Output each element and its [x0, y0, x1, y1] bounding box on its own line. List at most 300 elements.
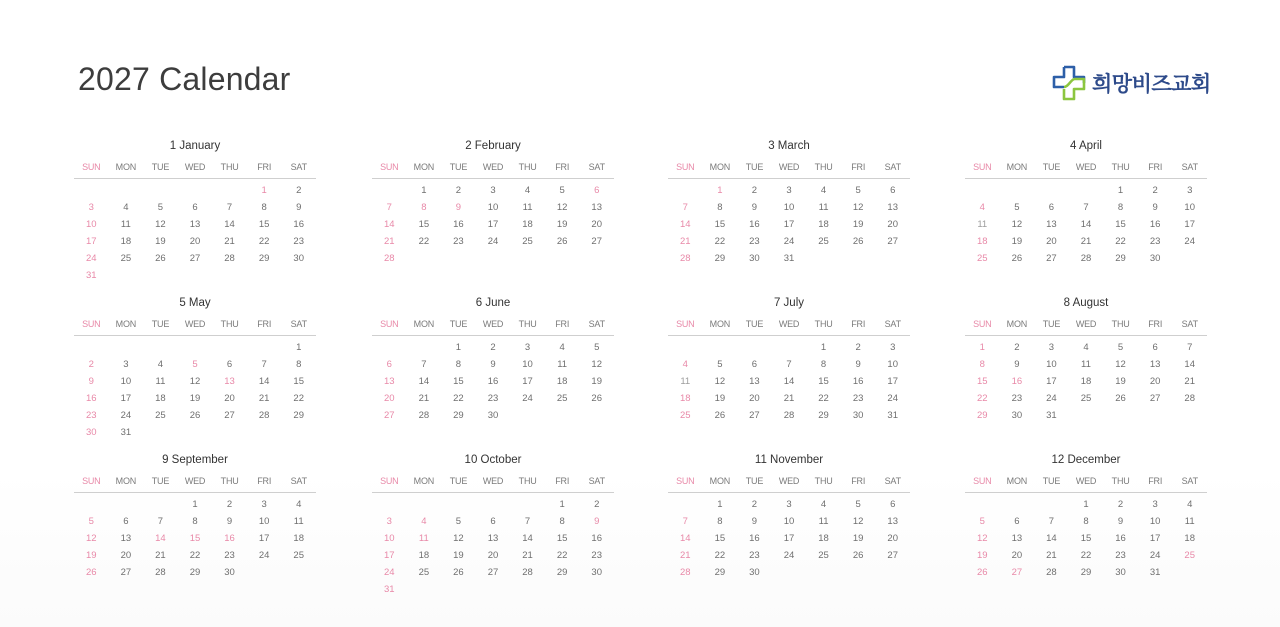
weekday-wed: WED	[184, 476, 206, 486]
weekday-header-row	[668, 319, 910, 335]
date: 11	[557, 359, 568, 370]
weekday-wed: WED	[778, 162, 800, 172]
weekday-tue: TUE	[745, 162, 764, 172]
logo-text: 희망비즈교회	[1092, 72, 1211, 96]
date: 29	[258, 253, 270, 264]
date: 28	[258, 410, 270, 421]
date: 17	[887, 376, 898, 387]
holiday-date: 30	[85, 427, 97, 438]
date: 15	[1080, 533, 1092, 544]
date: 1	[192, 499, 198, 510]
holiday-date: 21	[383, 236, 395, 247]
date: 27	[1046, 253, 1057, 264]
date: 21	[258, 393, 270, 404]
month-name: 10 October	[464, 454, 522, 466]
holiday-date: 14	[679, 533, 691, 544]
date: 22	[189, 550, 201, 561]
date: 18	[818, 219, 829, 230]
holiday-date: 19	[976, 550, 988, 561]
holiday-date: 1	[717, 185, 723, 196]
date: 12	[556, 202, 568, 213]
date: 2	[751, 499, 758, 510]
date: 8	[1117, 202, 1124, 213]
date: 2	[455, 185, 462, 196]
holiday-date: 4	[979, 202, 985, 213]
weekday-mon: MON	[709, 162, 731, 172]
day-grid	[74, 339, 316, 441]
date: 14	[418, 376, 430, 387]
day-grid	[965, 182, 1207, 267]
date: 9	[296, 202, 302, 213]
weekday-wed: WED	[184, 162, 206, 172]
date: 5	[559, 185, 565, 196]
holiday-date: 31	[85, 270, 97, 281]
date: 14	[1080, 219, 1092, 230]
date: 31	[887, 410, 898, 421]
weekday-sun: SUN	[973, 319, 992, 329]
header-divider	[372, 178, 614, 179]
date: 15	[453, 376, 464, 387]
date: 25	[818, 236, 829, 247]
date: 3	[1048, 342, 1055, 353]
weekday-header-row	[74, 319, 316, 335]
holiday-date: 4	[682, 359, 688, 370]
date: 13	[887, 202, 898, 213]
date: 1	[717, 499, 723, 510]
date: 1	[1083, 499, 1089, 510]
date: 12	[1011, 219, 1023, 230]
day-grid	[668, 339, 910, 424]
date: 2	[855, 342, 861, 353]
holiday-date: 24	[85, 253, 97, 264]
holiday-date: 1	[261, 185, 267, 196]
weekday-wed: WED	[1075, 476, 1097, 486]
weekday-sat: SAT	[290, 476, 307, 486]
date: 4	[524, 185, 531, 196]
date: 8	[717, 516, 723, 527]
weekday-tue: TUE	[151, 476, 170, 486]
date: 29	[189, 567, 201, 578]
date: 29	[1115, 253, 1126, 264]
holiday-date: 28	[679, 567, 691, 578]
weekday-thu: THU	[1111, 162, 1130, 172]
holiday-date: 1	[979, 342, 985, 353]
weekday-wed: WED	[778, 319, 800, 329]
date: 1	[1117, 185, 1124, 196]
date: 30	[749, 567, 760, 578]
date: 26	[453, 567, 464, 578]
date: 25	[155, 410, 166, 421]
date: 5	[855, 499, 861, 510]
date: 20	[120, 550, 132, 561]
date: 10	[1046, 359, 1057, 370]
date: 19	[852, 533, 864, 544]
date: 21	[1080, 236, 1092, 247]
weekday-sat: SAT	[1181, 476, 1198, 486]
holiday-date: 5	[88, 516, 94, 527]
weekday-sun: SUN	[676, 476, 695, 486]
weekday-thu: THU	[814, 162, 833, 172]
date: 13	[1011, 533, 1023, 544]
date: 18	[1184, 533, 1195, 544]
date: 6	[192, 202, 198, 213]
date: 18	[120, 236, 132, 247]
weekday-mon: MON	[115, 319, 137, 329]
date: 20	[487, 550, 499, 561]
weekday-mon: MON	[115, 162, 137, 172]
holiday-date: 25	[976, 253, 988, 264]
date: 22	[1080, 550, 1092, 561]
weekday-header-row	[74, 162, 316, 178]
date: 1	[421, 185, 427, 196]
date: 22	[1115, 236, 1126, 247]
date: 11	[522, 202, 533, 213]
date: 4	[296, 499, 302, 510]
date: 14	[224, 219, 235, 230]
weekday-thu: THU	[220, 319, 239, 329]
date: 25	[818, 550, 829, 561]
date: 7	[786, 359, 792, 370]
date: 22	[453, 393, 464, 404]
date: 29	[453, 410, 464, 421]
weekday-tue: TUE	[1042, 476, 1061, 486]
date: 11	[977, 219, 988, 230]
date: 22	[714, 236, 726, 247]
date: 12	[852, 202, 864, 213]
date: 18	[418, 550, 430, 561]
weekday-thu: THU	[814, 476, 833, 486]
day-grid	[965, 496, 1207, 581]
weekday-fri: FRI	[851, 476, 866, 486]
date: 10	[783, 516, 795, 527]
date: 15	[714, 219, 726, 230]
date: 19	[852, 219, 864, 230]
date: 16	[1115, 533, 1126, 544]
date: 13	[749, 376, 760, 387]
date: 8	[1083, 516, 1089, 527]
date: 4	[820, 185, 827, 196]
header-divider	[668, 492, 910, 493]
date: 15	[418, 219, 430, 230]
date: 6	[1152, 342, 1158, 353]
date: 28	[522, 567, 533, 578]
holiday-date: 7	[386, 202, 392, 213]
date: 9	[1152, 202, 1158, 213]
date: 7	[261, 359, 267, 370]
header-divider	[74, 492, 316, 493]
date: 8	[455, 359, 462, 370]
date: 19	[1011, 236, 1023, 247]
date: 16	[487, 376, 499, 387]
date: 30	[1115, 567, 1126, 578]
date: 18	[556, 376, 568, 387]
date: 22	[714, 550, 726, 561]
date: 17	[258, 533, 270, 544]
weekday-header-row	[965, 162, 1207, 178]
month-name: 1 January	[169, 140, 221, 152]
weekday-fri: FRI	[851, 162, 866, 172]
weekday-sat: SAT	[290, 319, 307, 329]
weekday-wed: WED	[482, 476, 504, 486]
date: 10	[1184, 202, 1195, 213]
weekday-header-row	[372, 319, 614, 335]
weekday-header-row	[668, 476, 910, 492]
date: 10	[522, 359, 533, 370]
date: 9	[751, 516, 758, 527]
holiday-date: 7	[682, 516, 688, 527]
date: 5	[455, 516, 462, 527]
date: 20	[224, 393, 235, 404]
day-grid	[74, 182, 316, 284]
date: 13	[1149, 359, 1161, 370]
weekday-sun: SUN	[380, 476, 399, 486]
weekday-tue: TUE	[1042, 162, 1061, 172]
date: 21	[1184, 376, 1195, 387]
date: 10	[887, 359, 898, 370]
date: 1	[455, 342, 462, 353]
date: 11	[818, 516, 829, 527]
holiday-date: 7	[682, 202, 688, 213]
month-name: 2 February	[465, 140, 521, 152]
date: 23	[453, 236, 464, 247]
date: 16	[852, 376, 864, 387]
header-divider	[668, 178, 910, 179]
date: 15	[714, 533, 726, 544]
date: 14	[522, 533, 533, 544]
holiday-date: 11	[418, 533, 429, 544]
weekday-header-row	[965, 319, 1207, 335]
holiday-date: 28	[679, 253, 691, 264]
holiday-date: 10	[383, 533, 395, 544]
date: 1	[559, 499, 565, 510]
holiday-date: 13	[383, 376, 395, 387]
date: 12	[852, 516, 864, 527]
holiday-date: 26	[85, 567, 97, 578]
holiday-date: 25	[1184, 550, 1195, 561]
date: 19	[1115, 376, 1126, 387]
weekday-mon: MON	[413, 476, 435, 486]
date: 5	[1014, 202, 1020, 213]
date: 6	[751, 359, 758, 370]
date: 6	[1048, 202, 1055, 213]
holiday-date: 25	[679, 410, 691, 421]
date: 20	[749, 393, 760, 404]
date: 12	[1115, 359, 1126, 370]
day-grid	[74, 496, 316, 581]
date: 19	[591, 376, 602, 387]
weekday-mon: MON	[1006, 319, 1028, 329]
date: 26	[714, 410, 726, 421]
date: 4	[1187, 499, 1193, 510]
date: 30	[1149, 253, 1161, 264]
weekday-mon: MON	[1006, 162, 1028, 172]
weekday-thu: THU	[518, 476, 537, 486]
date: 24	[120, 410, 132, 421]
date: 27	[591, 236, 602, 247]
holiday-date: 18	[976, 236, 988, 247]
date: 20	[887, 219, 898, 230]
date: 2	[751, 185, 758, 196]
date: 29	[1080, 567, 1092, 578]
date: 17	[1149, 533, 1161, 544]
date: 4	[820, 499, 827, 510]
date: 9	[1014, 359, 1020, 370]
date: 23	[487, 393, 499, 404]
date: 27	[1149, 393, 1161, 404]
month-name: 8 August	[1063, 297, 1109, 309]
date: 13	[120, 533, 132, 544]
day-grid	[965, 339, 1207, 424]
date: 1	[820, 342, 827, 353]
date: 21	[1046, 550, 1057, 561]
date: 21	[418, 393, 430, 404]
date: 15	[293, 376, 304, 387]
date: 26	[189, 410, 201, 421]
date: 2	[1117, 499, 1124, 510]
date: 20	[1046, 236, 1057, 247]
date: 27	[224, 410, 235, 421]
date: 7	[1083, 202, 1089, 213]
weekday-sun: SUN	[380, 319, 399, 329]
date: 3	[786, 499, 792, 510]
holiday-date: 14	[679, 219, 691, 230]
date: 5	[717, 359, 723, 370]
date: 10	[120, 376, 132, 387]
date: 23	[852, 393, 864, 404]
holiday-date: 12	[976, 533, 988, 544]
date: 24	[1184, 236, 1195, 247]
date: 29	[556, 567, 568, 578]
date: 2	[1014, 342, 1020, 353]
date: 6	[490, 516, 496, 527]
date: 28	[224, 253, 235, 264]
date: 18	[155, 393, 166, 404]
weekday-tue: TUE	[449, 319, 468, 329]
date: 6	[123, 516, 129, 527]
weekday-wed: WED	[778, 476, 800, 486]
holiday-date: 31	[383, 584, 395, 595]
date: 16	[1149, 219, 1161, 230]
date: 26	[1115, 393, 1126, 404]
date: 26	[155, 253, 166, 264]
weekday-sun: SUN	[82, 162, 101, 172]
date: 23	[224, 550, 235, 561]
date: 11	[818, 202, 829, 213]
date: 30	[293, 253, 304, 264]
holiday-date: 16	[1011, 376, 1023, 387]
date: 23	[1149, 236, 1161, 247]
weekday-mon: MON	[413, 319, 435, 329]
date: 31	[783, 253, 795, 264]
date: 4	[1083, 342, 1089, 353]
date: 24	[1149, 550, 1161, 561]
date: 30	[852, 410, 864, 421]
date: 25	[120, 253, 132, 264]
date: 9	[1117, 516, 1124, 527]
date: 19	[189, 393, 201, 404]
date: 13	[189, 219, 201, 230]
date: 7	[157, 516, 164, 527]
date: 12	[155, 219, 166, 230]
date: 5	[157, 202, 164, 213]
date: 4	[157, 359, 164, 370]
holiday-date: 14	[155, 533, 166, 544]
date: 3	[1187, 185, 1193, 196]
holiday-date: 4	[421, 516, 427, 527]
date: 31	[1046, 410, 1057, 421]
date: 8	[820, 359, 827, 370]
weekday-sat: SAT	[588, 476, 605, 486]
date: 30	[1011, 410, 1023, 421]
header-divider	[372, 492, 614, 493]
header-divider	[965, 178, 1207, 179]
date: 20	[887, 533, 898, 544]
date: 24	[1046, 393, 1057, 404]
date: 24	[522, 393, 533, 404]
weekday-wed: WED	[482, 162, 504, 172]
date: 18	[1080, 376, 1092, 387]
date: 24	[887, 393, 898, 404]
date: 2	[296, 185, 302, 196]
holiday-date: 3	[88, 202, 94, 213]
date: 25	[556, 393, 568, 404]
date: 8	[192, 516, 198, 527]
date: 3	[890, 342, 896, 353]
weekday-fri: FRI	[851, 319, 866, 329]
weekday-tue: TUE	[745, 319, 764, 329]
date: 15	[818, 376, 829, 387]
date: 3	[123, 359, 129, 370]
weekday-mon: MON	[413, 162, 435, 172]
weekday-mon: MON	[1006, 476, 1028, 486]
holiday-date: 5	[979, 516, 985, 527]
holiday-date: 28	[383, 253, 395, 264]
date: 24	[783, 550, 795, 561]
date: 14	[1184, 359, 1195, 370]
day-grid	[372, 496, 614, 598]
weekday-sun: SUN	[380, 162, 399, 172]
date: 15	[258, 219, 270, 230]
holiday-date: 8	[421, 202, 427, 213]
holiday-date: 20	[383, 393, 395, 404]
date: 26	[556, 236, 568, 247]
date: 19	[453, 550, 464, 561]
date: 22	[418, 236, 430, 247]
date: 17	[1046, 376, 1057, 387]
date: 25	[1080, 393, 1092, 404]
holiday-date: 19	[85, 550, 97, 561]
weekday-fri: FRI	[1148, 319, 1163, 329]
date: 11	[120, 219, 131, 230]
weekday-fri: FRI	[555, 476, 570, 486]
day-grid	[668, 496, 910, 581]
date: 16	[749, 533, 760, 544]
holiday-date: 15	[189, 533, 201, 544]
date: 10	[258, 516, 270, 527]
date: 11	[1081, 359, 1091, 370]
holiday-date: 17	[383, 550, 395, 561]
date: 26	[1011, 253, 1023, 264]
weekday-thu: THU	[220, 162, 239, 172]
date: 2	[1152, 185, 1158, 196]
header-divider	[965, 492, 1207, 493]
date: 3	[786, 185, 792, 196]
date: 11	[155, 376, 166, 387]
day-grid	[372, 182, 614, 267]
holiday-date: 18	[679, 393, 691, 404]
date: 21	[155, 550, 166, 561]
month-name: 11 November	[754, 454, 824, 466]
